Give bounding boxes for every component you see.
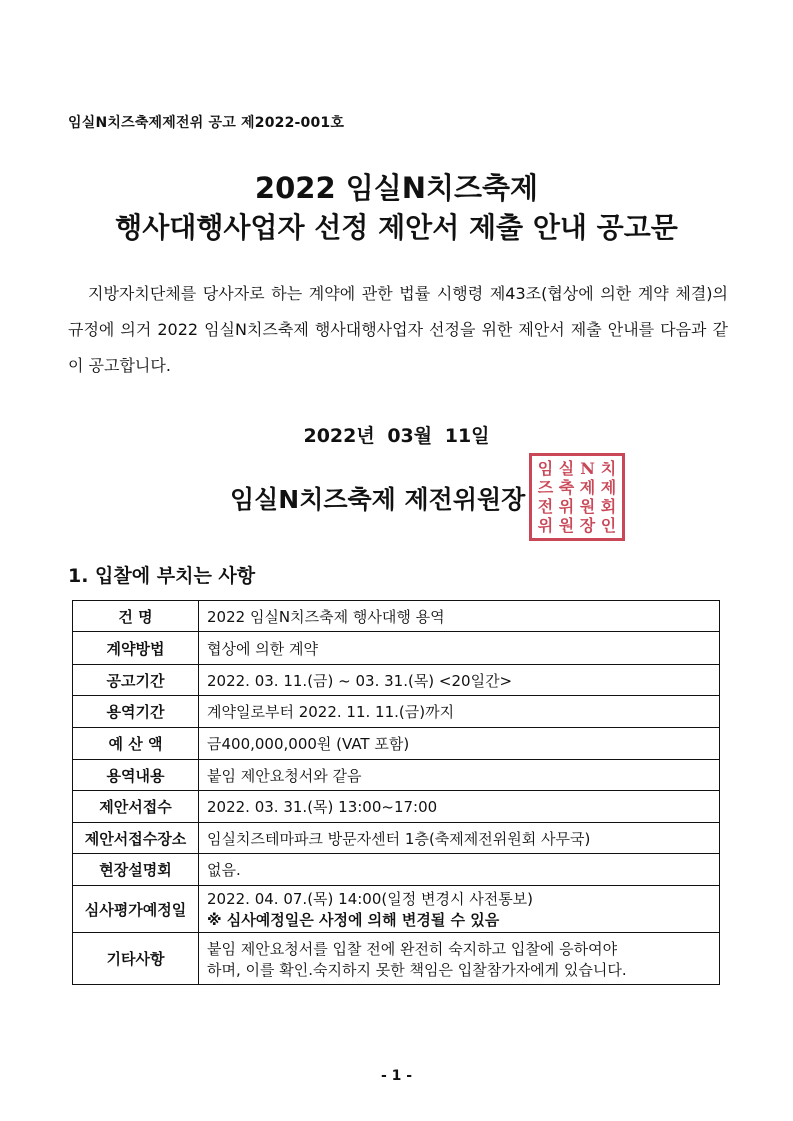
row-label: 계약방법 [73, 632, 199, 665]
table-row [73, 760, 720, 791]
seal-char: 위 [537, 516, 554, 535]
seal-char: 제 [600, 478, 617, 497]
row-value-line: 2022. 03. 31.(목) 13:00~17:00 [207, 798, 438, 816]
intro-paragraph [68, 276, 728, 384]
row-value-line: 붙임 제안요청서를 입찰 전에 완전히 숙지하고 입찰에 응하여야 [207, 939, 618, 958]
row-value [199, 823, 720, 854]
row-value-line: 2022. 04. 07.(목) 14:00(일정 변경시 사전통보) [207, 890, 534, 908]
document-title: 2022 임실N치즈축제 [254, 171, 539, 205]
row-value [199, 632, 720, 665]
seal-char: 인 [600, 516, 617, 535]
row-value-line: 계약일로부터 2022. 11. 11.(금)까지 [207, 703, 455, 721]
seal-char: 원 [579, 497, 596, 516]
organization-name: 임실N치즈축제 제전위원장 [230, 485, 526, 514]
row-value [199, 760, 720, 791]
table-row [73, 886, 720, 933]
row-value-line: 임실치즈테마파크 방문자센터 1층(축제제전위원회 사무국) [207, 829, 591, 848]
row-value-line: 2022 임실N치즈축제 행사대행 용역 [207, 607, 445, 626]
row-value-line: 2022. 03. 11.(금) ~ 03. 31.(목) <20일간> [207, 671, 513, 690]
official-seal [529, 453, 625, 541]
table-row [73, 696, 720, 728]
notice-date: 2022년 03월 11일 [303, 425, 490, 447]
seal-char: 회 [600, 497, 617, 516]
row-value [199, 933, 720, 985]
table-row [73, 665, 720, 696]
row-value-line: 하며, 이를 확인.숙지하지 못한 책임은 입찰참가자에게 있습니다. [207, 960, 627, 979]
seal-char: 장 [579, 516, 596, 535]
seal-char: 즈 [537, 478, 554, 497]
table-row [73, 823, 720, 854]
row-label: 용역기간 [73, 696, 199, 728]
row-value [199, 791, 720, 823]
row-label: 현장설명회 [73, 854, 199, 886]
row-value [199, 886, 720, 933]
row-value-line: 협상에 의한 계약 [207, 639, 318, 658]
table-row [73, 632, 720, 665]
row-value-line: 금400,000,000원 (VAT 포함) [207, 735, 410, 753]
row-label: 기타사항 [73, 933, 199, 985]
row-value [199, 728, 720, 760]
table-row [73, 791, 720, 823]
seal-char: 임 [537, 459, 554, 478]
row-label: 용역내용 [73, 760, 199, 791]
seal-char: 실 [558, 459, 575, 478]
seal-char: 축 [558, 478, 575, 497]
document-subtitle: 행사대행사업자 선정 제안서 제출 안내 공고문 [115, 211, 678, 244]
bid-info-table [72, 600, 720, 985]
row-label: 제안서접수 [73, 791, 199, 823]
row-value [199, 601, 720, 632]
row-value-line: 붙임 제안요청서와 같음 [207, 766, 362, 785]
row-value [199, 665, 720, 696]
table-row [73, 601, 720, 632]
seal-char: 제 [579, 478, 596, 497]
row-label: 공고기간 [73, 665, 199, 696]
row-value [199, 854, 720, 886]
seal-char: N [580, 459, 595, 478]
row-label: 예 산 액 [73, 728, 199, 760]
table-row [73, 728, 720, 760]
table-row [73, 933, 720, 985]
row-label: 건 명 [73, 601, 199, 632]
intro-text: 지방자치단체를 당사자로 하는 계약에 관한 법률 시행령 제43조(협상에 의한 계약 체결)의 규정에 의거 2022 임실N치즈축제 행사대행사업자 선정을 위한 제안서 제출 안내를 다음과 같이 공고합니다. [68, 284, 728, 375]
page-number: - 1 - [380, 1068, 413, 1084]
seal-char: 원 [558, 516, 575, 535]
seal-char: 위 [558, 497, 575, 516]
row-label: 심사평가예정일 [73, 886, 199, 933]
seal-char: 전 [537, 497, 554, 516]
row-value [199, 696, 720, 728]
row-value-note: ※ 심사예정일은 사정에 의해 변경될 수 있음 [207, 911, 500, 929]
seal-char: 치 [600, 459, 617, 478]
table-row [73, 854, 720, 886]
section-title: 1. 입찰에 부치는 사항 [68, 565, 256, 587]
notice-number: 임실N치즈축제제전위 공고 제2022-001호 [68, 115, 345, 131]
row-label: 제안서접수장소 [73, 823, 199, 854]
row-value-line: 없음. [207, 861, 241, 879]
